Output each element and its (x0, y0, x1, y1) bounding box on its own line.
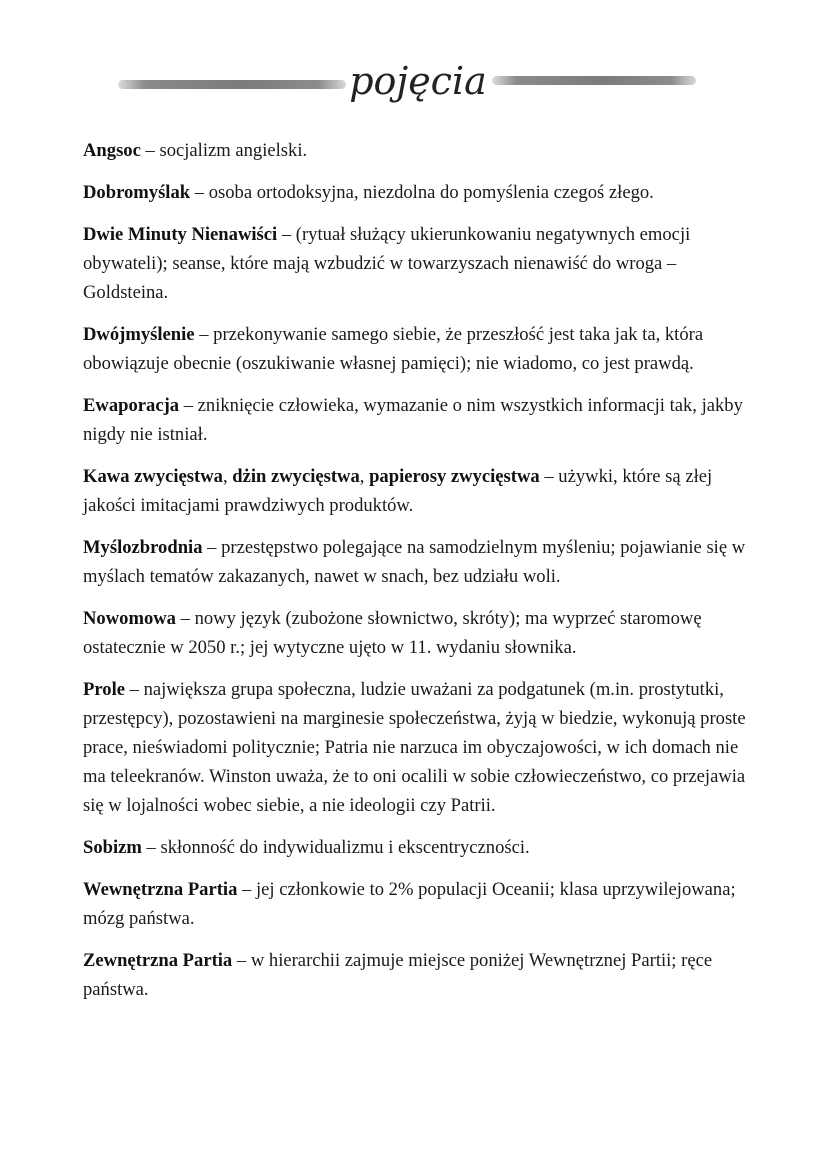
definition: jej członkowie to 2% populacji Oceanii; klasa uprzywilejowana; mózg państwa. (83, 879, 736, 929)
page-header (0, 48, 828, 128)
definition: w hierarchii zajmuje miejsce poniżej Wewnętrznej Partii; ręce państwa. (83, 950, 713, 1000)
term: Zewnętrzna Partia (83, 950, 233, 971)
glossary-entry: Prole – największa grupa społeczna, ludzie uważani za podgatunek (m.in. prostytutki, przestępcy), pozostawieni na marginesie społeczeństwa, żyją w biedzie, wykonują proste prace, nieświadomi politycznie; Patria nie narzuca im obyczajowości, w ich domach nie ma teleekranów. Winston uważa, że to oni ocalili w sobie człowieczeństwo, co przejawia się w lojalności wobec siebie, a nie ideologii czy Patrii. (83, 679, 746, 816)
header-title (338, 48, 498, 128)
glossary-entry: Dwójmyślenie – przekonywanie samego siebie, że przeszłość jest taka jak ta, która obowiązuje obecnie (oszukiwanie własnej pamięci); nie wiadomo, co jest prawdą. (83, 324, 704, 374)
glossary-entry: Sobizm – skłonność do indywidualizmu i ekscentryczności. (83, 837, 530, 858)
term: Dobromyślak (83, 182, 191, 203)
term: Angsoc (83, 140, 141, 161)
definition: (rytuał służący ukierunkowaniu negatywnych emocji obywateli); seanse, które mają wzbudzić w towarzyszach nienawiść do wroga – Goldsteina. (83, 224, 691, 303)
term: Dwie Minuty Nienawiści (83, 224, 278, 245)
glossary-entry: Dwie Minuty Nienawiści – (rytuał służący ukierunkowaniu negatywnych emocji obywateli); seanse, które mają wzbudzić w towarzyszach nienawiść do wroga – Goldsteina. (83, 224, 691, 303)
glossary-entry: Myślozbrodnia – przestępstwo polegające na samodzielnym myśleniu; pojawianie się w myślach tematów zakazanych, nawet w snach, bez udziału woli. (83, 537, 746, 587)
glossary-entry: Kawa zwycięstwa, dżin zwycięstwa, papierosy zwycięstwa – używki, które są złej jakości imitacjami prawdziwych produktów. (83, 466, 713, 516)
definition: nowy język (zubożone słownictwo, skróty); ma wyprzeć staromowę ostatecznie w 2050 r.; jej wytyczne ujęto w 11. wydaniu słownika. (83, 608, 702, 658)
glossary-entry: Angsoc – socjalizm angielski. (83, 140, 308, 161)
definition: osoba ortodoksyjna, niezdolna do pomyślenia czegoś złego. (208, 182, 654, 203)
definition: socjalizm angielski. (159, 140, 308, 161)
definition: używki, które są złej jakości imitacjami prawdziwych produktów. (83, 466, 713, 516)
term: Wewnętrzna Partia (83, 879, 238, 900)
glossary-entry: Nowomowa – nowy język (zubożone słownictwo, skróty); ma wyprzeć staromowę ostatecznie w 2050 r.; jej wytyczne ujęto w 11. wydaniu słownika. (83, 608, 702, 658)
term: papierosy zwycięstwa (369, 466, 540, 487)
glossary-entry: Wewnętrzna Partia – jej członkowie to 2% populacji Oceanii; klasa uprzywilejowana; mózg państwa. (83, 879, 736, 929)
term: Sobizm (83, 837, 142, 858)
glossary-entry: Zewnętrzna Partia – w hierarchii zajmuje miejsce poniżej Wewnętrznej Partii; ręce państwa. (83, 950, 713, 1000)
header-title-text: pojęcia (349, 59, 487, 103)
term: Kawa zwycięstwa (83, 466, 223, 487)
term: Myślozbrodnia (83, 537, 203, 558)
term: Nowomowa (83, 608, 176, 629)
term: Dwójmyślenie (83, 324, 195, 345)
definition: przestępstwo polegające na samodzielnym myśleniu; pojawianie się w myślach tematów zakazanych, nawet w snach, bez udziału woli. (83, 537, 746, 587)
definition: największa grupa społeczna, ludzie uważani za podgatunek (m.in. prostytutki, przestępcy), pozostawieni na marginesie społeczeństwa, żyją w biedzie, wykonują proste prace, nieświadomi politycznie; Patria nie narzuca im obyczajowości, w ich domach nie ma teleekranów. Winston uważa, że to oni ocalili w sobie człowieczeństwo, co przejawia się w lojalności wobec siebie, a nie ideologii czy Patrii. (83, 679, 746, 816)
glossary-entry: Dobromyślak – osoba ortodoksyjna, niezdolna do pomyślenia czegoś złego. (83, 182, 654, 203)
definition: przekonywanie samego siebie, że przeszłość jest taka jak ta, która obowiązuje obecnie (oszukiwanie własnej pamięci); nie wiadomo, co jest prawdą. (83, 324, 704, 374)
left-brush-stroke (118, 80, 346, 89)
term: dżin zwycięstwa (232, 466, 360, 487)
definition: skłonność do indywidualizmu i ekscentryczności. (160, 837, 530, 858)
right-brush-stroke (492, 76, 696, 85)
term: Prole (83, 679, 125, 700)
glossary-entry: Ewaporacja – zniknięcie człowieka, wymazanie o nim wszystkich informacji tak, jakby nigdy nie istniał. (83, 395, 743, 445)
glossary (83, 136, 758, 1017)
term: Ewaporacja (83, 395, 180, 416)
definition: zniknięcie człowieka, wymazanie o nim wszystkich informacji tak, jakby nigdy nie istniał. (83, 395, 743, 445)
